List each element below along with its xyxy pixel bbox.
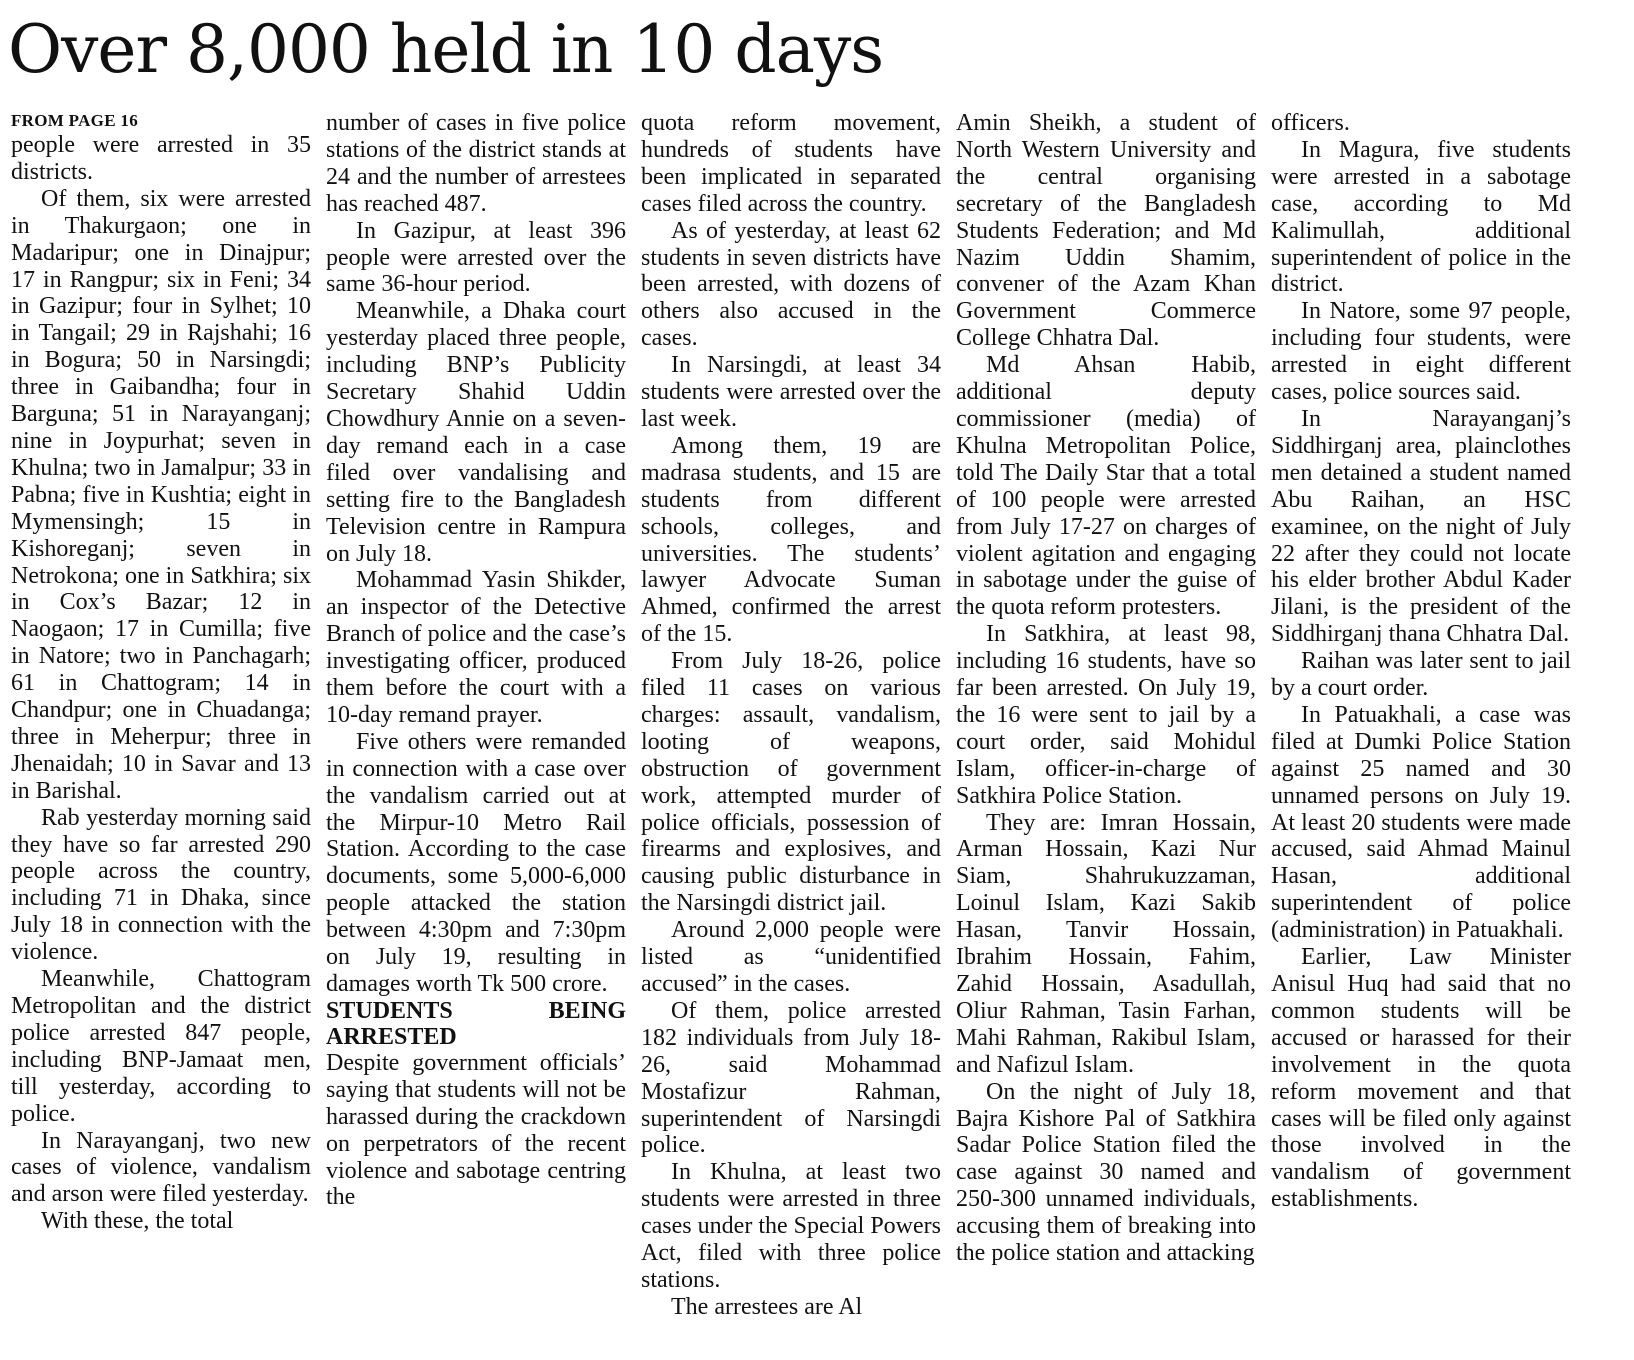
paragraph: In Narayanganj’s Siddhirganj area, plainclothes men detained a student named Abu Raihan, an HSC examinee, on the night of July 22 after they could not locate his elder brother Abdul Kader Jilani, is the president of the Siddhirganj thana Chhatra Dal. <box>1271 405 1571 648</box>
paragraph: In Khulna, at least two students were arrested in three cases under the Special Powers Act, filed with three police stations. <box>641 1159 941 1293</box>
paragraph: Of them, six were arrested in Thakurgaon; one in Madaripur; one in Dinajpur; 17 in Rangpur; six in Feni; 34 in Gazipur; four in Sylhet; 10 in Tangail; 29 in Rajshahi; 16 in Bogura; 50 in Narsingdi; three in Gaibandha; four in Barguna; 51 in Narayanganj; nine in Joypurhat; seven in Khulna; two in Jamalpur; 33 in Pabna; five in Kushtia; eight in Mymensingh; 15 in Kishoreganj; seven in Netrokona; one in Satkhira; six in Cox’s Bazar; 12 in Naogaon; 17 in Cumilla; five in Natore; two in Panchagarh; 61 in Chattogram; 14 in Chandpur; one in Chuadanga; three in Meherpur; three in Jhenaidah; 10 in Savar and 13 in Barishal. <box>11 185 311 804</box>
article-body <box>11 110 1627 1355</box>
paragraph: Md Ahsan Habib, additional deputy commissioner (media) of Khulna Metropolitan Police, told The Daily Star that a total of 100 people were arrested from July 17-27 on charges of violent agitation and engaging in sabotage under the guise of the quota reform protesters. <box>956 352 1256 621</box>
paragraph: As of yesterday, at least 62 students in seven districts have been arrested, with dozens of others also accused in the cases. <box>641 217 941 352</box>
headline: Over 8,000 held in 10 days <box>8 11 884 88</box>
subhead-line-1: STUDENTS BEING <box>326 997 626 1024</box>
paragraph: In Patuakhali, a case was filed at Dumki Police Station against 25 named and 30 unnamed persons on July 19. At least 20 students were made accused, said Ahmad Mainul Hasan, additional superintendent of police (administration) in Patuakhali. <box>1271 701 1571 944</box>
paragraph: Amin Sheikh, a student of North Western University and the central organising secretary of the Bangladesh Students Federation; and Md Nazim Uddin Shamim, convener of the Azam Khan Government Commerce College Chhatra Dal. <box>956 110 1256 352</box>
jump-kicker: FROM PAGE 16 <box>11 111 138 130</box>
paragraph: Rab yesterday morning said they have so far arrested 290 people across the country, including 71 in Dhaka, since July 18 in connection with the violence. <box>11 804 311 966</box>
paragraph: number of cases in five police stations of the district stands at 24 and the number of arrestees has reached 487. <box>326 110 626 217</box>
paragraph: Around 2,000 people were listed as “unidentified accused” in the cases. <box>641 917 941 997</box>
paragraph: Meanwhile, Chattogram Metropolitan and the district police arrested 847 people, including BNP-Jamaat men, till yesterday, according to police. <box>11 966 311 1127</box>
paragraph: people were arrested in 35 districts. <box>11 132 311 185</box>
subhead <box>326 998 626 1050</box>
paragraph: officers. <box>1271 110 1350 136</box>
paragraph: The arrestees are Al <box>671 1293 863 1320</box>
paragraph: In Gazipur, at least 396 people were arrested over the same 36-hour period. <box>326 217 626 298</box>
paragraph: In Satkhira, at least 98, including 16 students, have so far been arrested. On July 19, the 16 were sent to jail by a court order, said Mohidul Islam, officer-in-charge of Satkhira Police Station. <box>956 621 1256 809</box>
paragraph: Five others were remanded in connection with a case over the vandalism carried out at the Mirpur-10 Metro Rail Station. According to the case documents, some 5,000-6,000 people attacked the station between 4:30pm and 7:30pm on July 19, resulting in damages worth Tk 500 crore. <box>326 728 626 997</box>
paragraph: In Narsingdi, at least 34 students were arrested over the last week. <box>641 352 941 432</box>
paragraph: On the night of July 18, Bajra Kishore Pal of Satkhira Sadar Police Station filed the case against 30 named and 250-300 unnamed individuals, accusing them of breaking into the police station and attacking <box>956 1078 1256 1267</box>
subhead-line-2: ARRESTED <box>326 1023 457 1050</box>
paragraph: Mohammad Yasin Shikder, an inspector of the Detective Branch of police and the case’s investigating officer, produced them before the court with a 10-day remand prayer. <box>326 567 626 728</box>
column-1 <box>11 110 311 1355</box>
paragraph: Raihan was later sent to jail by a court order. <box>1271 648 1571 702</box>
paragraph: In Natore, some 97 people, including four students, were arrested in eight different cases, police sources said. <box>1271 298 1571 406</box>
paragraph: In Magura, five students were arrested in a sabotage case, according to Md Kalimullah, additional superintendent of police in the district. <box>1271 136 1571 298</box>
paragraph: With these, the total <box>41 1208 234 1235</box>
paragraph: From July 18-26, police filed 11 cases on various charges: assault, vandalism, looting of weapons, obstruction of government work, attempted murder of police officials, possession of firearms and explosives, and causing public disturbance in the Narsingdi district jail. <box>641 648 941 917</box>
paragraph: Despite government officials’ saying that students will not be harassed during the crackdown on perpetrators of the recent violence and sabotage centring the <box>326 1049 626 1211</box>
paragraph: They are: Imran Hossain, Arman Hossain, Kazi Nur Siam, Shahrukuzzaman, Loinul Islam, Kazi Sakib Hasan, Tanvir Hossain, Ibrahim Hossain, Fahim, Zahid Hossain, Asadullah, Oliur Rahman, Tasin Farhan, Mahi Rahman, Rakibul Islam, and Nafizul Islam. <box>956 809 1256 1078</box>
paragraph: In Narayanganj, two new cases of violence, vandalism and arson were filed yesterday. <box>11 1127 311 1208</box>
paragraph: Among them, 19 are madrasa students, and 15 are students from different schools, colleges, and universities. The students’ lawyer Advocate Suman Ahmed, confirmed the arrest of the 15. <box>641 432 941 648</box>
column-4 <box>956 110 1256 1355</box>
paragraph: Meanwhile, a Dhaka court yesterday placed three people, including BNP’s Publicity Secretary Shahid Uddin Chowdhury Annie on a seven-day remand each in a case filed over vandalising and setting fire to the Bangladesh Television centre in Rampura on July 18. <box>326 298 626 567</box>
column-5 <box>1271 110 1571 1355</box>
column-3 <box>641 110 941 1355</box>
column-2 <box>326 110 626 1355</box>
paragraph: quota reform movement, hundreds of students have been implicated in separated cases filed across the country. <box>641 110 941 217</box>
paragraph: Of them, police arrested 182 individuals from July 18-26, said Mohammad Mostafizur Rahman, superintendent of Narsingdi police. <box>641 997 941 1159</box>
paragraph: Earlier, Law Minister Anisul Huq had said that no common students will be accused or harassed for their involvement in the quota reform movement and that cases will be filed only against those involved in the vandalism of government establishments. <box>1271 944 1571 1213</box>
